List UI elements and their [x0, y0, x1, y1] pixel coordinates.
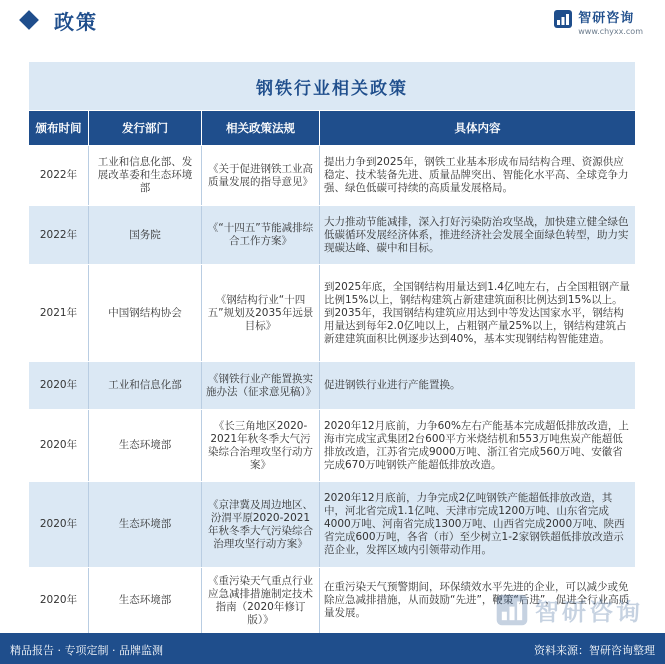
watermark-text: 智研咨询 [535, 598, 643, 626]
brand [553, 7, 643, 36]
cell-policy: 《重污染天气重点行业应急减排措施制定技术指南（2020年修订版）》 [202, 568, 320, 633]
page-header [0, 0, 665, 44]
footer-source: 资料来源：智研咨询整理 [534, 644, 655, 657]
cell-department: 生态环境部 [89, 568, 202, 633]
table-row [29, 145, 635, 205]
watermark [495, 592, 643, 627]
cell-policy: 《京津冀及周边地区、汾渭平原2020-2021年秋冬季大气污染综合治理攻坚行动方案》 [202, 482, 320, 567]
cell-policy: 《“十四五”节能减排综合工作方案》 [202, 206, 320, 264]
column-header-policy: 相关政策法规 [202, 111, 320, 145]
cell-content: 大力推动节能减排，深入打好污染防治攻坚战，加快建立健全绿色低碳循环发展经济体系，推进经济社会发展全面绿色转型，助力实现碳达峰、碳中和目标。 [324, 215, 629, 254]
cell-content: 2020年12月底前，力争60%左右产能基本完成超低排放改造，上海市完成宝武集团2台600平方米烧结机和553万吨焦炭产能超低排放改造，江苏省完成9000万吨、浙江省完成560万吨、安徽省完成670万吨钢铁产能超低排放改造。 [324, 419, 629, 471]
cell-policy: 《长三角地区2020-2021年秋冬季大气污染综合治理攻坚行动方案》 [202, 410, 320, 481]
diamond-icon [19, 10, 39, 30]
brand-url: www.chyxx.com [578, 27, 643, 36]
cell-policy: 《钢结构行业“十四五”规划及2035年远景目标》 [202, 265, 320, 361]
cell-content: 2020年12月底前，力争完成2亿吨钢铁产能超低排放改造，其中，河北省完成1.1亿吨、天津市完成1200万吨、山东省完成4000万吨、河南省完成1300万吨、山西省完成2000万吨、陕西省完成600万吨，各省（市）至少树立1-2家钢铁超低排放改造示范企业，发挥区域内引领带动作用。 [324, 492, 625, 556]
column-header-department: 发行部门 [89, 111, 202, 145]
cell-department: 生态环境部 [89, 410, 202, 481]
cell-department: 中国钢结构协会 [89, 265, 202, 361]
footer-tagline: 精品报告 · 专项定制 · 品牌监测 [10, 644, 163, 657]
cell-department: 国务院 [89, 206, 202, 264]
policy-table [29, 111, 635, 633]
page-footer [0, 633, 665, 664]
cell-content: 在重污染天气预警期间，环保绩效水平先进的企业，可以减少或免除应急减排措施，从而鼓励“先进”，鞭策“后进”，促进全行业高质量发展。 [324, 581, 630, 619]
brand-logo-icon [553, 9, 573, 29]
cell-content: 提出力争到2025年，钢铁工业基本形成布局结构合理、资源供应稳定、技术装备先进、质量品牌突出、智能化水平高、全球竞争力强、绿色低碳可持续的高质量发展格局。 [324, 156, 629, 194]
cell-year: 2020年 [29, 362, 89, 409]
table-row [29, 409, 635, 481]
cell-department: 工业和信息化部 [89, 362, 202, 409]
cell-policy: 《钢铁行业产能置换实施办法（征求意见稿）》 [202, 362, 320, 409]
brand-name: 智研咨询 [578, 11, 635, 26]
cell-year: 2020年 [29, 482, 89, 567]
table-row [29, 361, 635, 409]
cell-policy: 《关于促进钢铁工业高质量发展的指导意见》 [202, 146, 320, 205]
table-header [29, 111, 635, 145]
table-row [29, 205, 635, 264]
cell-year: 2020年 [29, 568, 89, 633]
cell-year: 2022年 [29, 206, 89, 264]
table-row [29, 264, 635, 361]
cell-content: 到2025年底，全国钢结构用量达到1.4亿吨左右，占全国粗钢产量比例15%以上，钢结构建筑占新建建筑面积比例达到15%以上。到2035年，我国钢结构建筑应用达到中等发达国家水平，钢结构用量达到每年2.0亿吨以上，占粗钢产量25%以上，钢结构建筑占新建建筑面积比例逐步达到40%，基本实现钢结构智能建造。 [324, 280, 630, 345]
table-row [29, 481, 635, 567]
cell-year: 2022年 [29, 146, 89, 205]
watermark-logo-icon [495, 593, 529, 627]
cell-content: 促进钢铁行业进行产能置换。 [324, 379, 461, 391]
table-title: 钢铁行业相关政策 [256, 78, 408, 99]
cell-year: 2021年 [29, 265, 89, 361]
column-header-year: 颁布时间 [29, 111, 89, 145]
cell-department: 工业和信息化部、发展改革委和生态环境部 [89, 146, 202, 205]
column-header-content: 具体内容 [454, 121, 501, 135]
cell-department: 生态环境部 [89, 482, 202, 567]
section-title: 政策 [54, 10, 98, 34]
table-title-band [29, 62, 635, 110]
cell-year: 2020年 [29, 410, 89, 481]
